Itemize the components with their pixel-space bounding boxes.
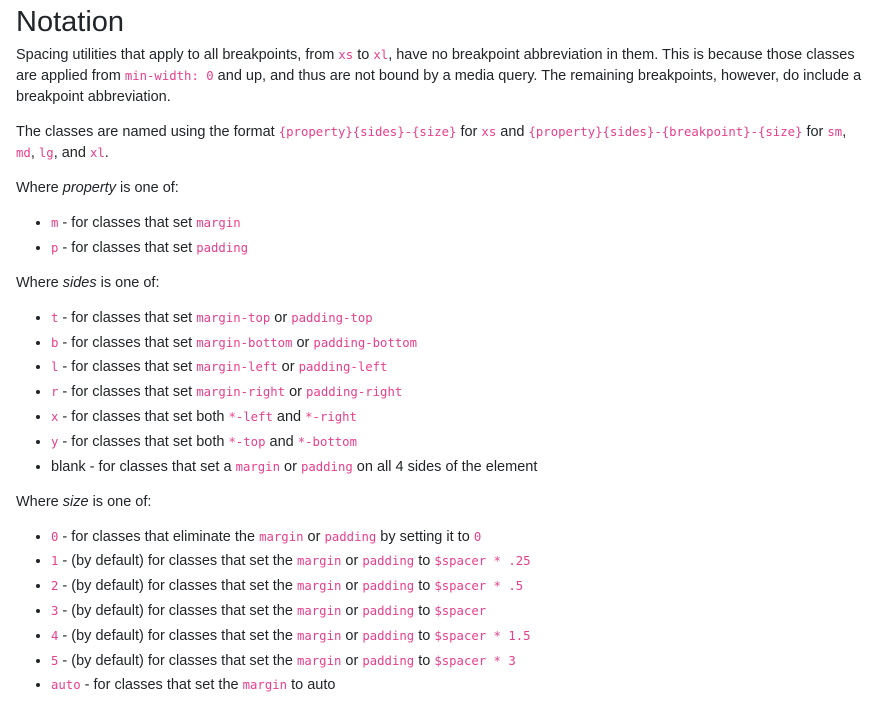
item-text: or [341, 652, 363, 669]
item-text: - for classes that set [58, 239, 197, 256]
item-text: - for classes that set [58, 334, 197, 351]
item-text: - for classes that set [58, 359, 197, 376]
inline-code: padding [324, 529, 377, 544]
inline-code: $spacer * .5 [434, 579, 524, 594]
inline-code: padding [300, 459, 353, 474]
list-item [51, 357, 868, 378]
list-item [51, 551, 868, 572]
inline-code: lg [38, 146, 54, 160]
inline-code: r [51, 385, 59, 400]
item-text: or [279, 458, 301, 475]
intro-text: is one of: [88, 493, 152, 510]
inline-code: padding-right [306, 385, 403, 400]
intro-text: , have no breakpoint abbreviation in them. This is because those classes are applied from [16, 47, 855, 84]
inline-code: xs [338, 48, 354, 62]
inline-code: margin [296, 653, 342, 668]
inline-code: xl [89, 146, 105, 160]
format-text: , and [53, 145, 90, 161]
inline-code: 4 [51, 628, 59, 643]
list-item [51, 651, 868, 672]
inline-code: padding-top [291, 310, 373, 325]
item-text: - (by default) for classes that set the [58, 652, 297, 669]
inline-code: xs [481, 125, 497, 139]
inline-code: l [51, 360, 59, 375]
inline-code: margin-right [196, 385, 286, 400]
inline-code: padding [196, 240, 249, 255]
item-text: - for classes that set the [80, 677, 243, 694]
item-text: to [414, 627, 435, 644]
inline-code: 3 [51, 603, 59, 618]
item-text: to [414, 652, 435, 669]
inline-code: margin [296, 628, 342, 643]
intro-text: Spacing utilities that apply to all breakpoints, from [16, 47, 339, 63]
list-item [51, 601, 868, 622]
item-text: to [414, 553, 435, 570]
item-text: or [341, 627, 363, 644]
inline-code: 0 [473, 529, 482, 544]
notation-section [16, 0, 868, 710]
inline-code: padding [362, 554, 415, 569]
inline-code: p [51, 240, 59, 255]
item-text: by setting it to [376, 528, 474, 545]
inline-code: md [16, 146, 31, 160]
sides-list [16, 308, 868, 478]
inline-code: min-width: 0 [124, 69, 214, 83]
inline-code: sm [827, 125, 843, 139]
list-item [51, 213, 868, 234]
item-text: blank - for classes that set a [51, 458, 236, 475]
intro-text: Where [16, 493, 63, 510]
format-text: . [104, 145, 109, 161]
inline-code: padding [362, 628, 415, 643]
inline-code: 2 [51, 579, 59, 594]
item-text: on all 4 sides of the element [352, 458, 538, 475]
inline-code: margin-bottom [196, 335, 293, 350]
inline-code: margin [235, 459, 280, 474]
item-text: or [270, 309, 292, 326]
item-text: or [303, 528, 325, 545]
inline-code: padding-bottom [313, 335, 418, 350]
inline-code: xl [373, 48, 389, 62]
item-text: and [272, 408, 306, 425]
inline-code: *-right [305, 409, 357, 424]
inline-code: auto [51, 678, 81, 693]
inline-code: margin-left [196, 360, 278, 375]
emphasis: size [62, 493, 89, 510]
property-intro [16, 178, 868, 199]
inline-code: margin [259, 529, 304, 544]
item-text: - for classes that set [58, 215, 197, 231]
inline-code: $spacer * 1.5 [434, 628, 531, 643]
property-list [16, 213, 868, 259]
list-item [51, 432, 868, 453]
list-item [51, 308, 868, 329]
format-text: , [30, 145, 39, 161]
item-text: - (by default) for classes that set the [58, 627, 297, 644]
inline-code: $spacer * 3 [434, 653, 516, 668]
inline-code: *-top [228, 434, 266, 449]
inline-code: b [51, 335, 59, 350]
inline-code: 1 [51, 554, 59, 569]
inline-code: margin [196, 216, 241, 230]
intro-text: and up, and thus are not bound by a media query. The remaining breakpoints, however, do include a breakpoint abbreviation. [16, 68, 862, 105]
format-text: for [802, 124, 828, 140]
item-text: - (by default) for classes that set the [58, 553, 297, 570]
inline-code: y [51, 434, 59, 449]
emphasis: sides [62, 274, 97, 291]
list-item [51, 527, 868, 548]
list-item [51, 238, 868, 259]
item-text: or [341, 602, 363, 619]
inline-code: padding [362, 653, 415, 668]
format-text: The classes are named using the format [16, 124, 279, 140]
item-text: - for classes that set both [58, 408, 229, 425]
list-item [51, 382, 868, 403]
inline-code: padding-left [298, 360, 388, 375]
intro-text: Where [16, 180, 63, 196]
item-text: - for classes that set [58, 384, 197, 401]
inline-code: $spacer [434, 603, 487, 618]
size-intro [16, 492, 868, 513]
format-text: , [842, 124, 847, 140]
item-text: or [292, 334, 314, 351]
item-text: and [265, 433, 298, 450]
list-item [51, 333, 868, 354]
inline-code: *-left [228, 409, 273, 424]
item-text: to [414, 578, 435, 595]
inline-code: margin [242, 678, 288, 693]
intro-text: is one of: [96, 274, 160, 291]
intro-paragraph [16, 45, 868, 108]
inline-code: margin [296, 603, 342, 618]
inline-code: padding [362, 579, 415, 594]
item-text: - for classes that set both [58, 433, 229, 450]
inline-code: $spacer * .25 [434, 554, 531, 569]
item-text: to [414, 602, 435, 619]
inline-code: margin [296, 554, 342, 569]
inline-code: margin-top [196, 310, 271, 325]
intro-text: to [353, 47, 374, 63]
list-item [51, 407, 868, 428]
item-text: or [341, 578, 363, 595]
item-text: - (by default) for classes that set the [58, 602, 297, 619]
list-item [51, 576, 868, 597]
section-heading: Notation [16, 6, 125, 38]
sides-intro [16, 273, 868, 294]
emphasis: property [62, 180, 116, 196]
item-text: - for classes that set [58, 309, 197, 326]
item-text: - for classes that eliminate the [58, 528, 260, 545]
item-text: to auto [287, 677, 336, 694]
inline-code: t [51, 310, 59, 325]
inline-code: m [51, 216, 59, 230]
list-item [51, 626, 868, 647]
item-text: or [277, 359, 299, 376]
item-text: or [285, 384, 307, 401]
inline-code: x [51, 409, 59, 424]
item-text: - (by default) for classes that set the [58, 578, 297, 595]
inline-code: 0 [51, 529, 59, 544]
inline-code: {property}{sides}-{size} [278, 125, 457, 139]
inline-code: {property}{sides}-{breakpoint}-{size} [528, 125, 803, 139]
item-text: or [341, 553, 363, 570]
list-item [51, 457, 868, 478]
inline-code: padding [362, 603, 415, 618]
size-list [16, 527, 868, 697]
format-paragraph [16, 122, 868, 164]
format-text: and [496, 124, 529, 140]
inline-code: *-bottom [297, 434, 357, 449]
intro-text: Where [16, 274, 63, 291]
inline-code: margin [296, 579, 342, 594]
format-text: for [456, 124, 482, 140]
inline-code: 5 [51, 653, 59, 668]
intro-text: is one of: [115, 180, 179, 196]
list-item [51, 675, 868, 696]
